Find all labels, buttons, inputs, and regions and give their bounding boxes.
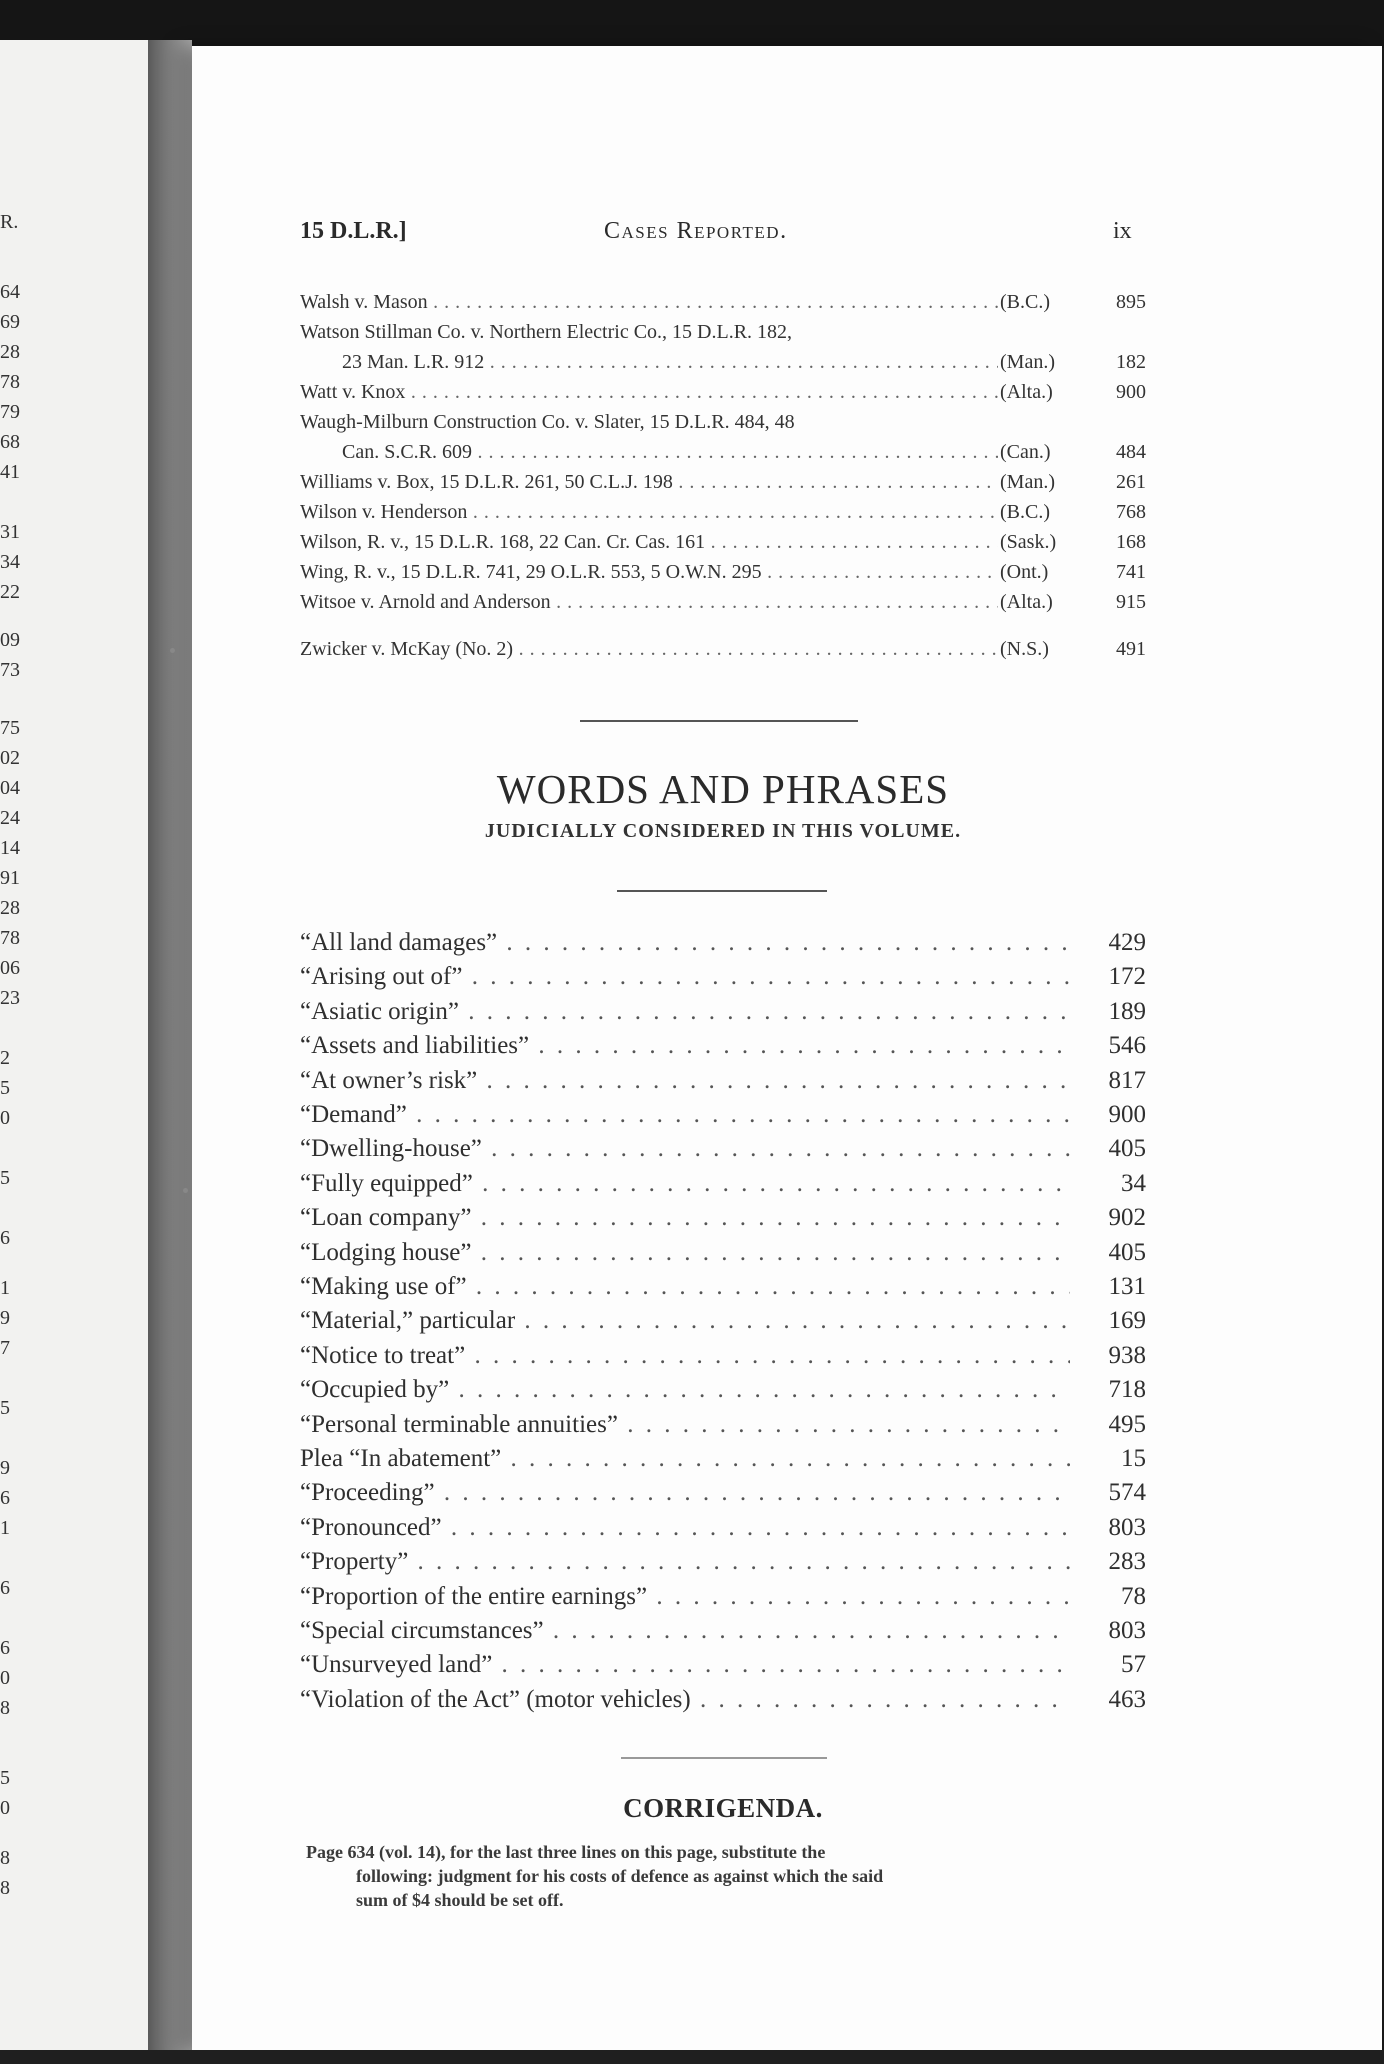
case-name: Waugh-Milburn Construction Co. v. Slater, 15 D.L.R. 484, 48 [300,411,795,433]
case-name: Walsh v. Mason . . . [300,287,1000,317]
case-name: Williams v. Box, 15 D.L.R. 261, 50 C.L.J. 198 . . . [300,467,1000,497]
case-name: Watson Stillman Co. v. Northern Electric Co., 15 D.L.R. 182, [300,321,793,343]
case-province: (Sask.) [998,527,1056,557]
phrase-page: 15 [1121,1445,1146,1472]
phrase-entry [300,1373,1146,1407]
left-page-number: 9 [0,1307,10,1329]
left-page-number: 28 [0,341,20,363]
left-page-number: 02 [0,747,20,769]
case-entry [300,497,1146,527]
left-page-number: 28 [0,897,20,919]
phrase-entry [300,1064,1146,1098]
case-name: Zwicker v. McKay (No. 2) . . . [300,634,1000,664]
book-spine-shadow [148,40,192,2050]
phrase-text: “Notice to treat” . . . [300,1339,1070,1373]
case-name: Watt v. Knox . . . [300,377,1000,407]
left-page-number: 69 [0,311,20,333]
phrase-entry [300,1614,1146,1648]
case-entry [300,287,1146,317]
case-page: 484 [1116,441,1146,463]
left-page-number: 6 [0,1227,10,1249]
case-province: (Can.) [998,437,1051,467]
corrigenda-line: Page 634 (vol. 14), for the last three lines on this page, substitute the [306,1842,826,1862]
phrase-text: “Loan company” . . . [300,1201,1070,1235]
case-entry [300,467,1146,497]
paper-speck [170,648,175,653]
left-page-number: 91 [0,867,20,889]
phrase-entry [300,995,1146,1029]
phrase-page: 429 [1108,929,1146,956]
phrase-text: Plea “In abatement” . . . [300,1442,1070,1476]
phrase-text: “Proportion of the entire earnings” . . . [300,1580,1070,1614]
case-name: Wilson, R. v., 15 D.L.R. 168, 22 Can. Cr. Cas. 161 . . . [300,527,1000,557]
left-page-number: 75 [0,717,20,739]
phrase-entry [300,960,1146,994]
left-page-number: 78 [0,927,20,949]
case-name: Wing, R. v., 15 D.L.R. 741, 29 O.L.R. 553, 5 O.W.N. 295 . . . [300,557,1000,587]
phrase-text: “Dwelling-house” . . . [300,1132,1070,1166]
left-page-number: 79 [0,401,20,423]
case-name: Witsoe v. Arnold and Anderson . . . [300,587,1000,617]
left-page-number: 78 [0,371,20,393]
running-head-title: Cases Reported. [604,218,788,244]
case-entry [300,557,1146,587]
case-citation-continuation: 23 Man. L.R. 912 . . . [342,347,1000,377]
phrase-page: 546 [1108,1032,1146,1060]
case-province: (Man.) [998,467,1055,497]
phrase-page: 172 [1108,963,1146,991]
left-page-number: 23 [0,987,20,1009]
left-page-number: 22 [0,581,20,603]
left-page-edge [0,40,151,2050]
phrase-entry [300,1683,1146,1717]
left-page-number: 0 [0,1107,10,1129]
section-divider [580,720,858,722]
phrase-text: “Asiatic origin” . . . [300,995,1070,1029]
left-page-number: 73 [0,659,20,681]
left-page-number: 64 [0,281,20,303]
case-page: 182 [1116,351,1146,373]
phrase-entry [300,1304,1146,1338]
phrase-entry [300,1132,1146,1166]
phrase-page: 283 [1108,1548,1146,1576]
left-page-number: R. [0,211,19,233]
phrase-entry [300,1270,1146,1304]
phrase-page: 817 [1108,1066,1146,1094]
left-page-number: 14 [0,837,20,859]
phrase-entry [300,1648,1146,1682]
case-page: 900 [1116,381,1146,403]
phrase-text: “Demand” . . . [300,1098,1070,1132]
section-divider [621,1757,827,1759]
corrigenda-heading: CORRIGENDA. [623,1793,823,1823]
case-page: 768 [1116,501,1146,523]
running-head-volume: 15 D.L.R.] [300,218,407,244]
case-province: (N.S.) [998,634,1049,664]
left-page-number: 34 [0,551,20,573]
phrase-page: 718 [1108,1376,1146,1404]
page-number: ix [1113,218,1132,244]
case-province: (B.C.) [998,287,1050,317]
phrase-entry [300,1236,1146,1270]
case-page: 915 [1116,591,1146,613]
phrase-page: 803 [1108,1617,1146,1644]
phrase-entry [300,1545,1146,1579]
left-page-number: 31 [0,521,20,543]
phrase-text: “Violation of the Act” (motor vehicles) . . . [300,1683,1070,1717]
phrase-text: “Special circumstances” . . . [300,1614,1070,1648]
phrase-entry [300,1098,1146,1132]
phrase-text: “Property” . . . [300,1545,1070,1579]
left-page-number: 6 [0,1487,10,1509]
phrase-entry [300,1029,1146,1063]
scanner-bed-top [0,0,1384,48]
case-province: (Alta.) [998,587,1053,617]
left-page-number: 41 [0,461,20,483]
phrase-page: 803 [1108,1513,1146,1541]
left-page-number: 5 [0,1397,10,1419]
case-province: (Alta.) [998,377,1053,407]
case-entry [300,407,1146,437]
case-province: (B.C.) [998,497,1050,527]
phrase-page: 463 [1108,1685,1146,1713]
case-entry [300,377,1146,407]
left-page-number: 1 [0,1517,10,1539]
left-page-number: 09 [0,629,20,651]
phrase-entry [300,1476,1146,1510]
phrase-entry [300,1511,1146,1545]
phrase-page: 902 [1108,1204,1146,1232]
phrase-text: “Personal terminable annuities” . . . [300,1408,1070,1442]
phrase-text: “Fully equipped” . . . [300,1167,1070,1201]
phrase-text: “Making use of” . . . [300,1270,1070,1304]
phrase-page: 34 [1121,1169,1146,1197]
section-divider [617,890,827,892]
left-page-number: 7 [0,1337,10,1359]
left-page-number: 9 [0,1457,10,1479]
phrase-page: 405 [1108,1135,1146,1163]
phrase-entry [300,1580,1146,1614]
phrase-entry [300,1201,1146,1235]
case-citation-continuation: Can. S.C.R. 609 . . . [342,437,1000,467]
phrase-page: 405 [1108,1238,1146,1266]
case-entry-continuation [300,437,1146,467]
phrase-page: 169 [1108,1307,1146,1335]
case-entry [300,527,1146,557]
phrase-entry [300,1442,1146,1476]
phrase-entry [300,1408,1146,1442]
phrase-text: “Pronounced” . . . [300,1511,1070,1545]
case-entry [300,634,1146,664]
phrase-page: 938 [1108,1341,1146,1369]
case-page: 168 [1116,531,1146,553]
case-entry [300,587,1146,617]
paper-speck [183,1188,188,1193]
phrase-text: “All land damages” . . . [300,926,1070,960]
phrase-text: “Assets and liabilities” . . . [300,1029,1070,1063]
left-page-number: 5 [0,1167,10,1189]
phrase-page: 574 [1108,1479,1146,1507]
left-page-number: 2 [0,1047,10,1069]
case-province: (Ont.) [998,557,1048,587]
left-page-number: 24 [0,807,20,829]
corrigenda-line: following: judgment for his costs of defence as against which the said [356,1866,884,1886]
words-phrases-heading: WORDS AND PHRASES [496,766,950,812]
case-name: Wilson v. Henderson . . . [300,497,1000,527]
phrase-page: 78 [1121,1582,1146,1610]
phrase-entry [300,1167,1146,1201]
left-page-number: 8 [0,1877,10,1899]
phrase-entry [300,926,1146,960]
case-entry-continuation [300,347,1146,377]
left-page-number: 04 [0,777,20,799]
left-page-number: 5 [0,1767,10,1789]
left-page-number: 0 [0,1667,10,1689]
phrase-text: “Arising out of” . . . [300,960,1070,994]
corrigenda-text [306,1840,1146,1912]
case-province: (Man.) [998,347,1055,377]
words-phrases-subheading: JUDICIALLY CONSIDERED IN THIS VOLUME. [484,820,962,842]
corrigenda-line: sum of $4 should be set off. [356,1890,564,1910]
case-page: 895 [1116,291,1146,313]
case-page: 741 [1116,561,1146,583]
phrase-text: “Material,” particular . . . [300,1304,1070,1338]
scanner-bed-bottom [0,2050,1384,2064]
phrase-text: “Lodging house” . . . [300,1236,1070,1270]
phrase-text: “Unsurveyed land” . . . [300,1648,1070,1682]
left-page-number: 6 [0,1577,10,1599]
left-page-number: 0 [0,1797,10,1819]
phrase-page: 189 [1108,997,1146,1025]
case-page: 491 [1116,638,1146,660]
phrase-text: “Occupied by” . . . [300,1373,1070,1407]
phrase-entry [300,1339,1146,1373]
phrase-page: 131 [1108,1273,1146,1300]
case-page: 261 [1116,471,1146,493]
left-page-number: 8 [0,1697,10,1719]
phrase-text: “At owner’s risk” . . . [300,1064,1070,1098]
phrase-page: 57 [1121,1651,1146,1679]
left-page-number: 06 [0,957,20,979]
left-page-number: 5 [0,1077,10,1099]
case-entry [300,317,1146,347]
left-page-number: 8 [0,1847,10,1869]
left-page-number: 1 [0,1277,10,1299]
phrase-page: 495 [1108,1410,1146,1438]
left-page-number: 68 [0,431,20,453]
phrase-text: “Proceeding” . . . [300,1476,1070,1510]
left-page-number: 6 [0,1637,10,1659]
phrase-page: 900 [1108,1101,1146,1128]
